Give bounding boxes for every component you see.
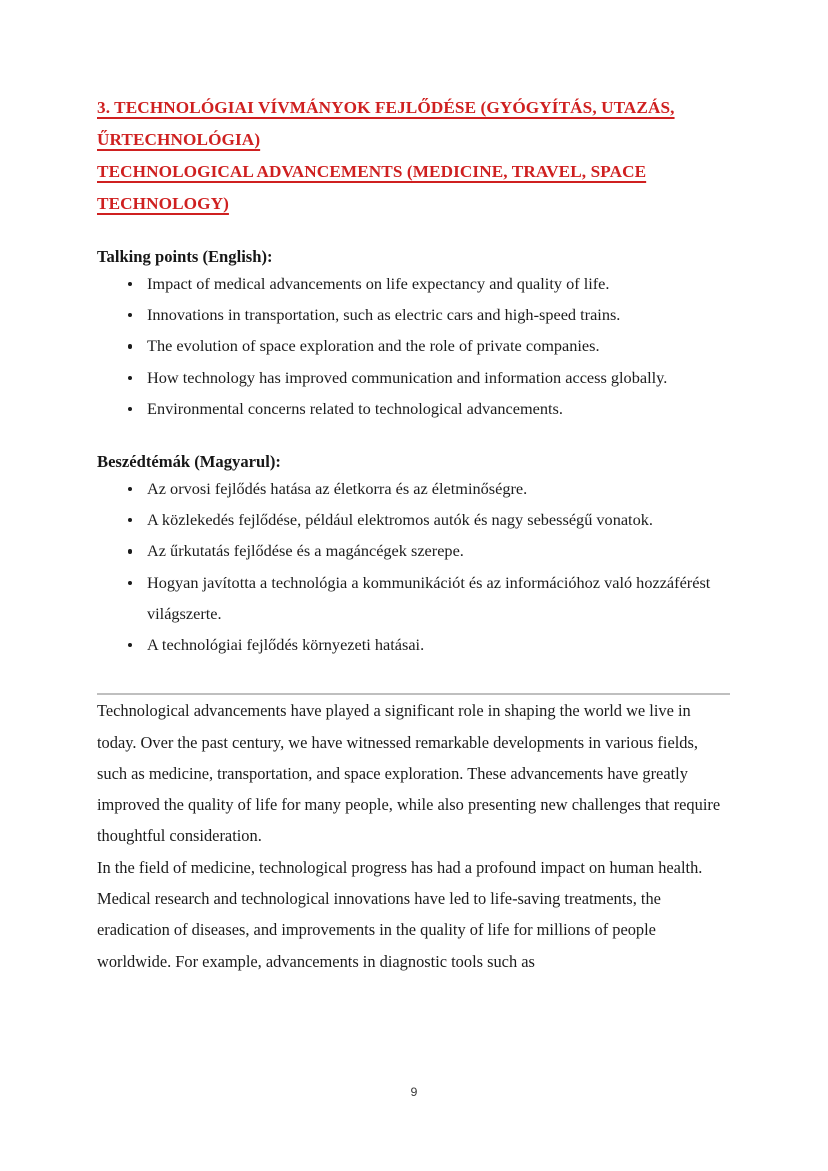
page-number: 9 [410,1085,418,1099]
body-paragraph: In the field of medicine, technological progress has had a profound impact on human health. Medical research and technological innovations have led to life-saving treatments, the eradication of diseases, and improvements in the quality of life for millions of people worldwide. For example, advancements in diagnostic tools such as [97,857,703,971]
list-item: Az űrkutatás fejlődése és a magáncégek szerepe. [97,535,731,566]
list-item: Az orvosi fejlődés hatása az életkorra és az életminőségre. [97,473,731,504]
heading-line-4 [97,188,731,220]
list-item: How technology has improved communication and information access globally. [97,362,731,393]
list-item: Impact of medical advancements on life expectancy and quality of life. [97,268,731,299]
heading-line-2 [97,124,731,156]
list-item: A technológiai fejlődés környezeti hatásai. [97,629,731,660]
english-bullet-list [97,268,731,424]
heading-line-1-text: 3. TECHNOLÓGIAI VÍVMÁNYOK FEJLŐDÉSE (GYÓGYÍTÁS, UTAZÁS, [97,98,675,117]
hungarian-bullet-list [97,473,731,660]
list-item: Hogyan javította a technológia a kommunikációt és az információhoz való hozzáférést világszerte. [97,567,731,629]
page-content [97,92,731,977]
page-title [97,92,731,220]
list-item: The evolution of space exploration and the role of private companies. [97,330,731,361]
heading-line-3-text: TECHNOLOGICAL ADVANCEMENTS (MEDICINE, TRAVEL, SPACE [97,162,647,181]
english-section-label: Talking points (English): [97,247,273,266]
heading-line-3 [97,156,731,188]
list-item: A közlekedés fejlődése, például elektromos autók és nagy sebességű vonatok. [97,504,731,535]
list-item: Innovations in transportation, such as electric cars and high-speed trains. [97,299,731,330]
heading-line-4-text: TECHNOLOGY) [97,194,229,213]
heading-line-2-text: ŰRTECHNOLÓGIA) [97,130,261,149]
body-paragraph: Technological advancements have played a significant role in shaping the world we live in today. Over the past century, we have witnessed remarkable developments in various fields, such as medicine, transportation, and space exploration. These advancements have greatly improved the quality of life for many people, while also presenting new challenges that require thoughtful consideration. [97,701,721,846]
heading-line-1 [97,92,731,124]
list-item: Environmental concerns related to technological advancements. [97,393,731,424]
hungarian-section-label: Beszédtémák (Magyarul): [97,452,281,472]
